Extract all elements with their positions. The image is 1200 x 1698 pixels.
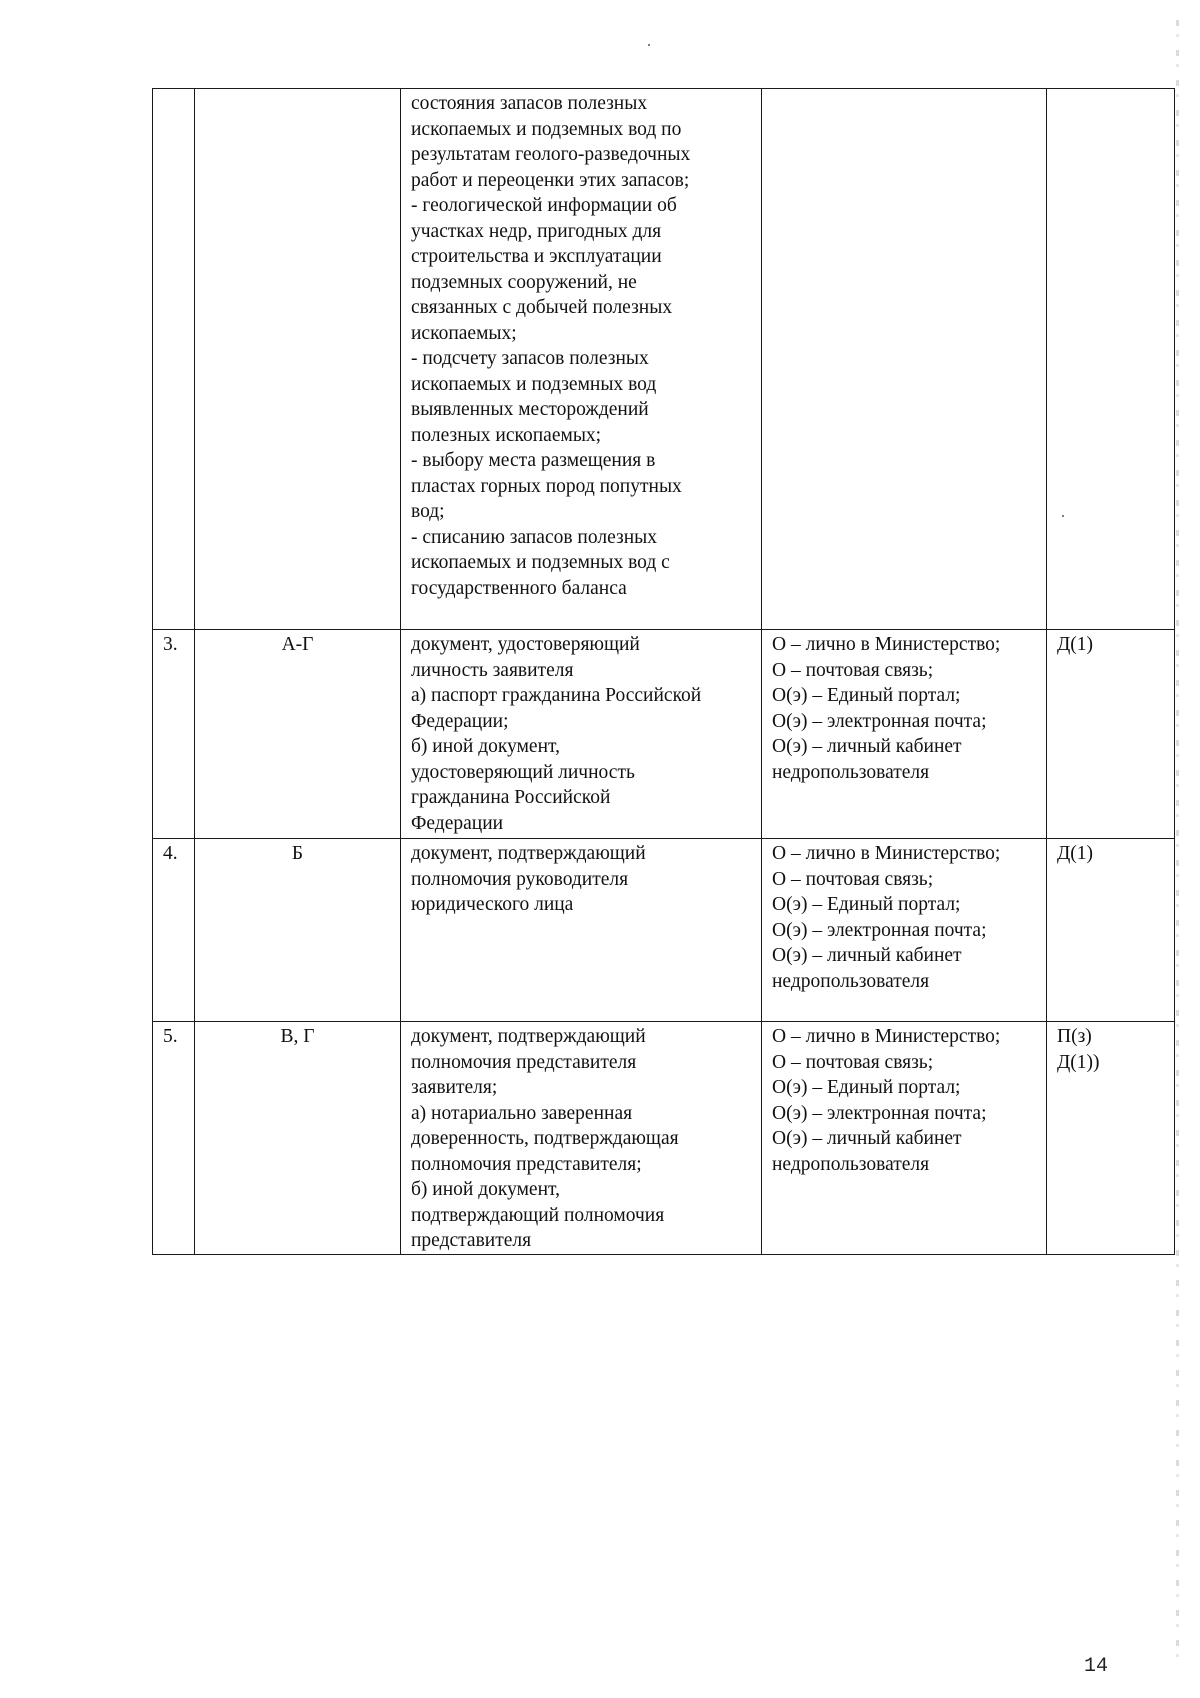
text-line: Д(1) <box>1057 843 1094 864</box>
text-line: ископаемых и подземных вод <box>411 373 657 395</box>
text-line: ископаемых и подземных вод по <box>411 118 682 140</box>
cell-submission-method <box>762 1022 1047 1255</box>
text-line: О(э) – электронная почта; <box>772 1102 987 1124</box>
cell-category: Б <box>195 839 401 1022</box>
text-line: вод; <box>411 501 445 522</box>
text-line: - выбору места размещения в <box>411 450 656 471</box>
text-line: связанных с добычей полезных <box>411 297 673 318</box>
text-line: Д(1) <box>1057 634 1094 655</box>
table-row-5 <box>153 1022 1175 1255</box>
cell-number <box>153 89 195 630</box>
text-line: результатам геолого-разведочных <box>411 144 691 165</box>
text-line: строительства и эксплуатации <box>411 246 662 267</box>
text-line: П(з) <box>1057 1026 1092 1047</box>
text-line: О – лично в Министерство; <box>772 1026 1001 1047</box>
scan-speck <box>648 44 650 46</box>
text-line: ископаемых; <box>411 322 517 344</box>
text-line: пластах горных пород попутных <box>411 475 682 497</box>
cell-number: 4. <box>153 839 195 1022</box>
text-line: участках недр, пригодных для <box>411 220 662 242</box>
text-line: личность заявителя <box>411 659 574 681</box>
cell-submission-method <box>762 839 1047 1022</box>
text-line: представителя <box>411 1230 532 1251</box>
text-line: полномочия руководителя <box>411 868 629 890</box>
text-line: О – почтовая связь; <box>772 659 934 681</box>
text-line: О – лично в Министерство; <box>772 634 1001 655</box>
text-line: - списанию запасов полезных <box>411 526 657 548</box>
documents-table <box>152 88 1175 1255</box>
text-line: заявителя; <box>411 1077 498 1098</box>
text-line: полезных ископаемых; <box>411 424 602 446</box>
text-line: б) иной документ, <box>411 736 560 757</box>
text-line: работ и переоценки этих запасов; <box>411 169 690 191</box>
text-line: юридического лица <box>411 894 574 915</box>
cell-submission-method <box>762 89 1047 630</box>
text-line: а) паспорт гражданина Российской <box>411 685 702 706</box>
cell-category <box>195 89 401 630</box>
text-line: недропользователя <box>772 761 930 783</box>
table-row-3 <box>153 630 1175 839</box>
cell-document <box>401 630 762 839</box>
text-line: полномочия представителя <box>411 1051 637 1073</box>
text-line: документ, подтверждающий <box>411 843 646 864</box>
text-line: б) иной документ, <box>411 1179 560 1200</box>
cell-category: В, Г <box>195 1022 401 1255</box>
cell-category: А-Г <box>195 630 401 839</box>
text-line: О – лично в Министерство; <box>772 843 1001 864</box>
text-line: недропользователя <box>772 1153 930 1175</box>
cell-form <box>1047 89 1175 630</box>
text-line: гражданина Российской <box>411 787 611 808</box>
text-line: полномочия представителя; <box>411 1153 642 1175</box>
text-line: О(э) – Единый портал; <box>772 1077 961 1098</box>
text-line: О(э) – Единый портал; <box>772 685 961 706</box>
cell-form <box>1047 630 1175 839</box>
text-line: подтверждающий полномочия <box>411 1204 665 1226</box>
text-line: О(э) – электронная почта; <box>772 710 987 732</box>
text-line: документ, удостоверяющий <box>411 634 640 655</box>
text-line: О(э) – личный кабинет <box>772 736 962 757</box>
page-number: 14 <box>1084 1655 1109 1678</box>
text-line: а) нотариально заверенная <box>411 1102 633 1124</box>
text-line: выявленных месторождений <box>411 399 649 420</box>
text-line: О(э) – Единый портал; <box>772 894 961 915</box>
text-line: О – почтовая связь; <box>772 1051 934 1073</box>
text-line: О – почтовая связь; <box>772 868 934 890</box>
text-line: состояния запасов полезных <box>411 93 648 114</box>
cell-requirement-text <box>401 89 762 630</box>
text-line: недропользователя <box>772 970 930 992</box>
text-line: Федерации <box>411 812 504 834</box>
text-line: О(э) – электронная почта; <box>772 919 987 941</box>
text-line: государственного баланса <box>411 577 627 599</box>
cell-document <box>401 1022 762 1255</box>
table-row-4 <box>153 839 1175 1022</box>
cell-number: 5. <box>153 1022 195 1255</box>
cell-document <box>401 839 762 1022</box>
cell-number: 3. <box>153 630 195 839</box>
text-line: Федерации; <box>411 710 509 732</box>
text-line: - геологической информации об <box>411 195 677 216</box>
cell-form <box>1047 839 1175 1022</box>
text-line: - подсчету запасов полезных <box>411 348 649 369</box>
cell-submission-method <box>762 630 1047 839</box>
text-line: доверенность, подтверждающая <box>411 1128 679 1149</box>
cell-form <box>1047 1022 1175 1255</box>
table-row-continued <box>153 89 1175 630</box>
text-line: удостоверяющий личность <box>411 761 635 783</box>
text-line: О(э) – личный кабинет <box>772 1128 962 1149</box>
text-line: подземных сооружений, не <box>411 271 637 293</box>
text-line: ископаемых и подземных вод с <box>411 552 670 573</box>
text-line: Д(1)) <box>1057 1051 1100 1073</box>
text-line: О(э) – личный кабинет <box>772 945 962 966</box>
text-line: документ, подтверждающий <box>411 1026 646 1047</box>
scan-edge-artifact <box>1176 20 1179 1670</box>
